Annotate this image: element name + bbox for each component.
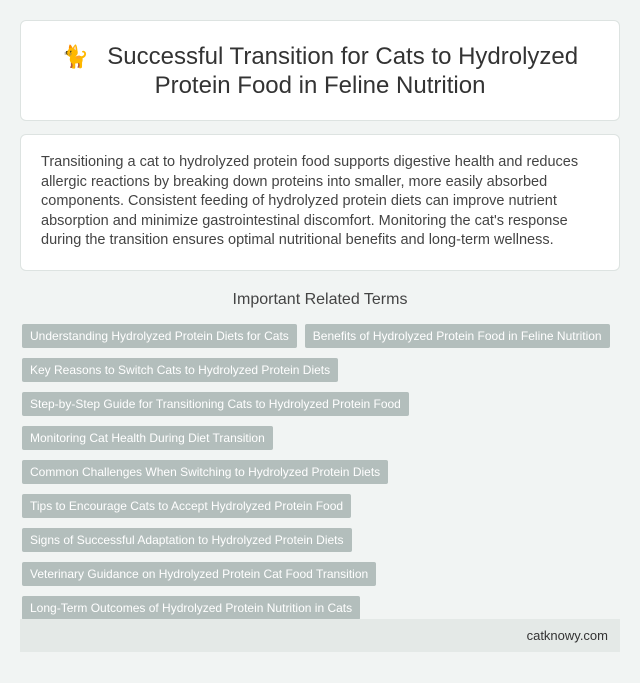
related-term-tag[interactable]: Monitoring Cat Health During Diet Transition [22,426,273,450]
footer-site-link[interactable]: catknowy.com [526,628,608,643]
related-term-tag[interactable]: Long-Term Outcomes of Hydrolyzed Protein Nutrition in Cats [22,596,360,620]
page-title-text: Successful Transition for Cats to Hydrolyzed Protein Food in Feline Nutrition [107,42,579,99]
related-terms-list [22,324,622,630]
related-term-tag[interactable]: Step-by-Step Guide for Transitioning Cats to Hydrolyzed Protein Food [22,392,409,416]
related-term-tag[interactable]: Veterinary Guidance on Hydrolyzed Protein Cat Food Transition [22,562,376,586]
page-title [51,42,589,100]
related-term-tag[interactable]: Key Reasons to Switch Cats to Hydrolyzed Protein Diets [22,358,338,382]
cat-icon: 🐈 [61,43,90,69]
related-term-tag[interactable]: Tips to Encourage Cats to Accept Hydrolyzed Protein Food [22,494,351,518]
related-term-tag[interactable]: Benefits of Hydrolyzed Protein Food in Feline Nutrition [305,324,610,348]
related-term-tag[interactable]: Common Challenges When Switching to Hydrolyzed Protein Diets [22,460,388,484]
related-terms-heading: Important Related Terms [232,291,408,308]
summary-text: Transitioning a cat to hydrolyzed protein food supports digestive health and reduces allergic reactions by breaking down proteins into smaller, more easily absorbed components. Consistent feeding of hydrolyzed protein diets can improve nutrient absorption and minimize gastrointestinal discomfort. Monitoring the cat's response during the transition ensures optimal nutritional benefits and long-term wellness. [41,154,579,248]
related-term-tag[interactable]: Signs of Successful Adaptation to Hydrolyzed Protein Diets [22,528,352,552]
summary-card [20,134,620,271]
related-term-tag[interactable]: Understanding Hydrolyzed Protein Diets for Cats [22,324,297,348]
footer [20,619,620,652]
title-card [20,20,620,121]
